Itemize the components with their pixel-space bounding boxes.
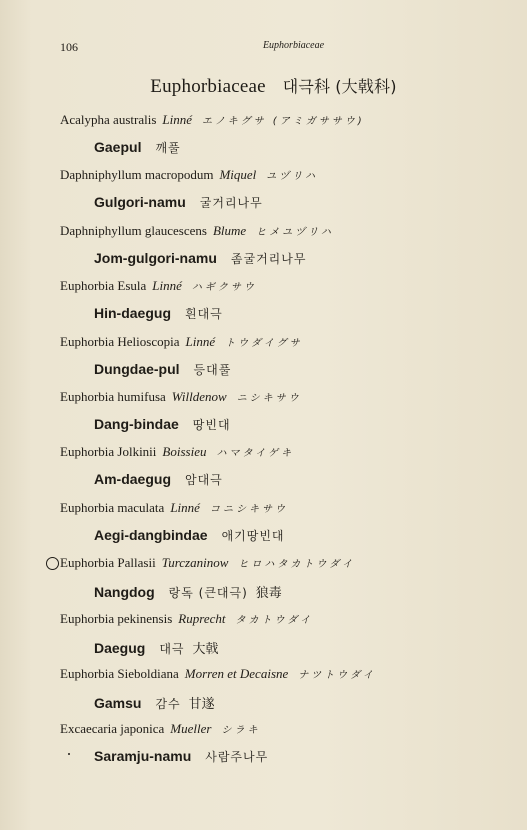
scientific-name-line xyxy=(60,721,260,737)
chinese-name: 甘遂 xyxy=(188,696,215,712)
japanese-name: エノキグサ (アミガササウ) xyxy=(202,116,365,127)
scientific-name-line xyxy=(60,334,303,350)
page-number: 106 xyxy=(60,40,78,54)
scientific-name-line xyxy=(60,112,365,128)
korean-name-line xyxy=(94,139,181,157)
species-entry xyxy=(0,666,527,721)
romanized-name: Nangdog xyxy=(94,584,155,601)
scientific-name-line xyxy=(60,223,334,239)
romanized-name: Am-daegug xyxy=(94,471,171,488)
species-entry xyxy=(0,555,527,610)
romanized-name: Gamsu xyxy=(94,694,142,711)
korean-name-line xyxy=(94,250,306,268)
family-chinese-name: (大戟科) xyxy=(335,77,397,96)
scientific-name: Daphniphyllum glaucescens xyxy=(60,222,207,238)
hangul-name: 애기땅빈대 xyxy=(221,528,285,543)
author: Linné xyxy=(162,112,193,127)
japanese-name: ヒロハタカトウダイ xyxy=(238,559,356,571)
scientific-name: Euphorbia Jolkinii xyxy=(60,444,157,460)
species-entry xyxy=(0,112,527,167)
korean-name-line xyxy=(94,693,215,713)
author: Linné xyxy=(170,499,200,515)
family-korean-name: 대극科 xyxy=(282,77,331,96)
japanese-name: ハマタイゲキ xyxy=(216,448,295,460)
scientific-name: Euphorbia Sieboldiana xyxy=(60,665,179,681)
romanized-name: Daegug xyxy=(94,639,146,656)
japanese-name: タカトウダイ xyxy=(235,614,314,626)
japanese-name: シラキ xyxy=(221,725,261,737)
chinese-name: 狼毒 xyxy=(255,586,282,602)
species-entry xyxy=(0,167,527,222)
species-entry xyxy=(0,721,527,776)
author: Ruprecht xyxy=(178,610,226,626)
dot-marker-icon xyxy=(68,753,70,755)
hangul-name: 암대극 xyxy=(185,473,223,488)
species-entry xyxy=(0,334,527,389)
scientific-name-line xyxy=(60,611,313,627)
scientific-name-line xyxy=(60,389,302,405)
korean-name-line xyxy=(94,305,223,323)
circle-marker-icon xyxy=(46,557,59,570)
japanese-name: ヒメユヅリハ xyxy=(256,226,334,238)
running-head: Euphorbiaceae xyxy=(262,40,325,51)
species-entry xyxy=(0,278,527,333)
scientific-name-line xyxy=(60,278,257,294)
scientific-name: Euphorbia humifusa xyxy=(60,388,166,404)
japanese-name: ナツトウダイ xyxy=(298,669,376,681)
author: Boissieu xyxy=(162,444,207,460)
korean-name-line xyxy=(94,638,219,658)
korean-name-line xyxy=(94,471,223,489)
hangul-name: 등대풀 xyxy=(193,362,232,377)
korean-name-line xyxy=(94,748,268,766)
scientific-name-line xyxy=(60,167,318,183)
author: Morren et Decaisne xyxy=(184,665,289,681)
author: Blume xyxy=(212,222,247,238)
romanized-name: Saramju-namu xyxy=(94,748,192,765)
author: Linné xyxy=(152,278,182,294)
author: Linné xyxy=(185,333,216,349)
section-title xyxy=(0,74,527,98)
scientific-name: Euphorbia maculata xyxy=(60,499,165,515)
japanese-name: ニシキサウ xyxy=(236,392,302,404)
scientific-name: Euphorbia Esula xyxy=(60,278,147,294)
family-name: Euphorbiaceae xyxy=(150,76,266,97)
hangul-name: 굴거리나무 xyxy=(199,196,263,211)
japanese-name: トウダイグサ xyxy=(225,337,303,349)
hangul-name: 땅빈대 xyxy=(192,417,231,432)
scientific-name: Daphniphyllum macropodum xyxy=(60,167,214,183)
species-entry xyxy=(0,444,527,499)
author: Willdenow xyxy=(171,388,227,404)
japanese-name: コニシキサウ xyxy=(209,503,288,515)
japanese-name: ハギクサウ xyxy=(191,282,257,294)
scientific-name: Euphorbia pekinensis xyxy=(60,610,173,626)
author: Turczaninow xyxy=(161,555,229,571)
hangul-name: 랑독 (큰대극) xyxy=(168,586,248,601)
korean-name-line xyxy=(94,582,282,602)
hangul-name: 대극 xyxy=(159,641,185,656)
hangul-name: 감수 xyxy=(155,696,181,711)
romanized-name: Dang-bindae xyxy=(94,415,179,432)
korean-name-line xyxy=(94,361,231,379)
korean-name-line xyxy=(94,527,285,545)
scientific-name-line xyxy=(60,444,294,460)
species-entry xyxy=(0,223,527,278)
author: Miquel xyxy=(219,167,257,183)
scientific-name-line xyxy=(60,500,288,516)
chinese-name: 大戟 xyxy=(192,641,219,657)
korean-name-line xyxy=(94,416,231,434)
hangul-name: 흰대극 xyxy=(185,307,223,322)
hangul-name: 좀굴거리나무 xyxy=(230,251,307,266)
author: Mueller xyxy=(170,721,212,737)
scientific-name: Acalypha australis xyxy=(60,112,157,127)
romanized-name: Jom-gulgori-namu xyxy=(94,249,217,266)
page-header xyxy=(60,40,487,56)
romanized-name: Hin-daegug xyxy=(94,305,171,322)
scientific-name: Excaecaria japonica xyxy=(60,721,165,737)
species-entry xyxy=(0,389,527,444)
romanized-name: Dungdae-pul xyxy=(94,360,180,377)
species-list xyxy=(0,112,527,777)
scientific-name: Euphorbia Pallasii xyxy=(60,555,156,571)
hangul-name: 깨풀 xyxy=(155,141,181,155)
romanized-name: Gulgori-namu xyxy=(94,194,186,211)
scientific-name-line xyxy=(60,666,376,682)
romanized-name: Gaepul xyxy=(94,139,142,155)
hangul-name: 사람주나무 xyxy=(205,750,269,765)
scientific-name: Euphorbia Helioscopia xyxy=(60,333,180,349)
korean-name-line xyxy=(94,194,263,212)
japanese-name: ユヅリハ xyxy=(266,171,318,183)
scientific-name-line xyxy=(60,555,355,571)
species-entry xyxy=(0,500,527,555)
romanized-name: Aegi-dangbindae xyxy=(94,526,208,543)
species-entry xyxy=(0,611,527,666)
